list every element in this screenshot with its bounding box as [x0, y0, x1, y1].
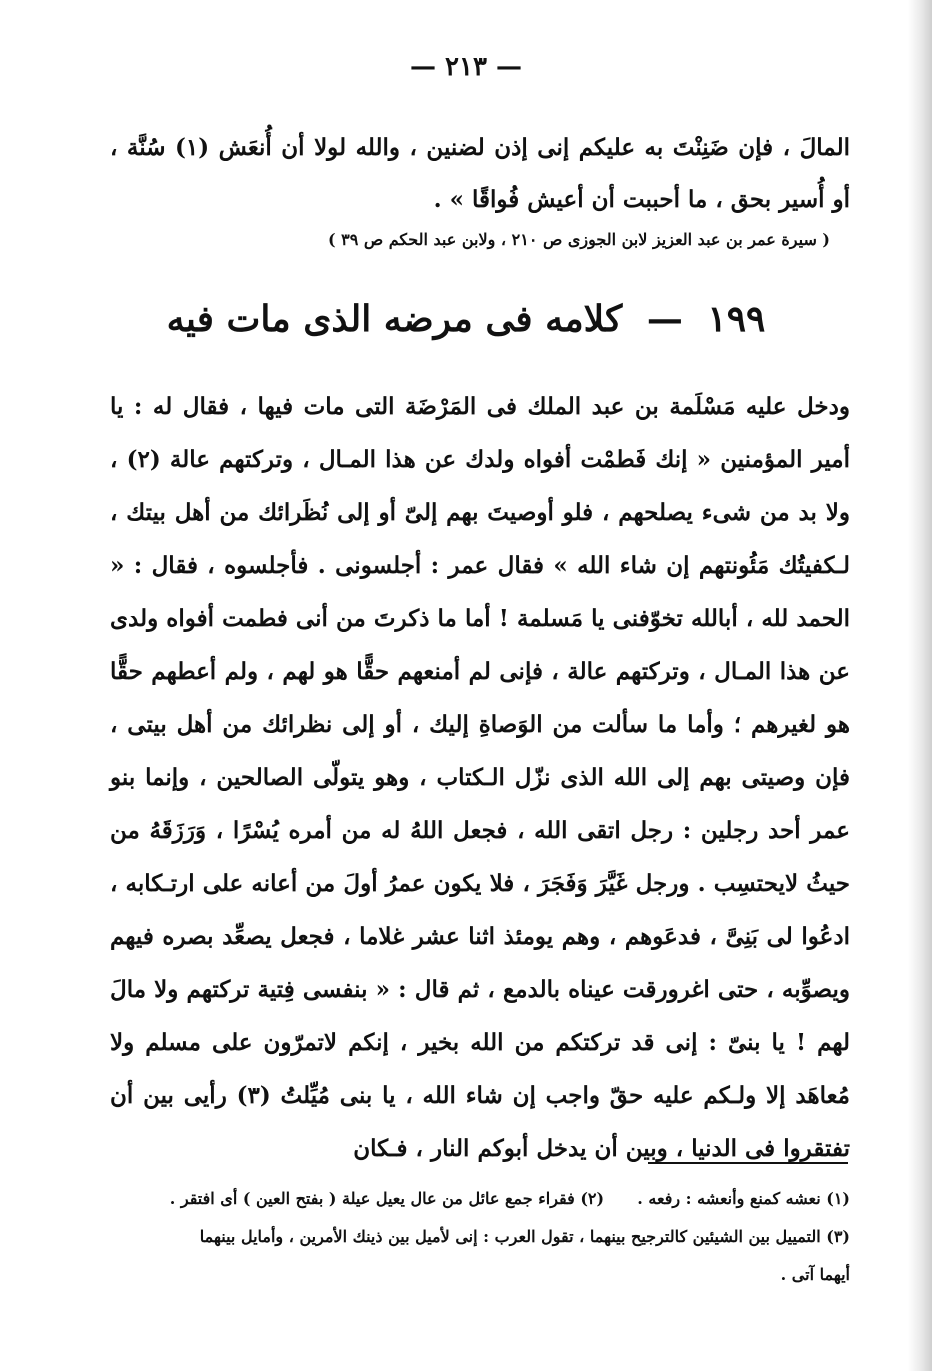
main-paragraph: ودخل عليه مَسْلَمة بن عبد الملك فى المَرْضَة التى مات فيها ، فقال له : يا أمير المؤمنين « إنك فَطمْت أفواه ولدك عن هذا المـال ، وتركتهم عالة (٢) ، ولا بد من شىء يصلحهم ، فلو أوصيتَ بهم إلىّ أو إلى نُظَرائك من أهل بيتك ، لـكفيتُك مَئُونتهم إن شاء الله » فقال عمر : أجلسونى . فأجلسوه ، فقال : « الحمد لله ، أبالله تخوّفنى يا مَسلمة ! أما ما ذكرتَ من أنى فطمت أفواه ولدى عن هذا المـال ، وتركتهم عالة ، فإنى لم أمنعهم حقًّا هو لهم ، ولم أعطهم حقًّا هو لغيرهم ؛ وأما ما سألت من الوَصاةِ إليك ، أو إلى نظرائك من أهل بيتى ، فإن وصيتى بهم إلى الله الذى نزّل الـكتاب ، وهو يتولّى الصالحين ، وإنما بنو عمر أحد رجلين : رجل اتقى الله ، فجعل اللهُ له من أمره يُسْرًا ، وَرَزَقَهُ من حيثُ لايحتسِب . ورجل غَيَّرَ وَفَجَرَ ، فلا يكون عمرُ أولَ من أعانه على ارتـكابه ، ادعُوا لى بَنِىَّ ، فدعَوهم ، وهم يومئذ اثنا عشر غلاما ، فجعل يصعِّد بصره فيهم ويصوِّبه ، حتى اغرورقت عيناه بالدمع ، ثم قال : « بنفسى فِتية تركتهم ولا مالَ لهم ! يا بنىّ : إنى قد تركتكم من الله بخير ، إنكم لاتمرّون على مسلم ولا مُعاهَد إلا ولـكم عليه حقّ واجب إن شاء الله ، يا بنى مُيِّلتُ (٣) رأيى بين أن تفتقروا فى الدنيا ، وبين أن يدخل أبوكم النار ، فـكان	[110, 393, 850, 1162]
page-number: — ٢١٣ —	[409, 52, 523, 82]
footnote-1: (١) نعشه كمنع وأنعشه : رفعه .	[637, 1189, 850, 1208]
source-citation: ( سيرة عمر بن عبد العزيز لابن الجوزى ص ٢١٠ ، ولابن عبد الحكم ص ٣٩ )	[327, 230, 830, 249]
section-dash: —	[646, 298, 683, 340]
footnote-3: (٣) التمييل بين الشيئين كالترجيح بينهما ، تقول العرب : إنى لأميل بين ذينك الأمرين ، وأمايل بينهما	[199, 1227, 850, 1246]
page-binding-shadow	[908, 0, 932, 1371]
footnote-2: (٢) فقراء جمع عائل من عال يعيل عيلة ( بفتح العين ) أى افتقر .	[169, 1189, 605, 1208]
footnote-divider	[648, 1162, 848, 1164]
footnote-row-1	[110, 1180, 850, 1218]
footnote-3-continuation: أيهما آتى .	[780, 1265, 850, 1284]
intro-paragraph: المالَ ، فإن ضَنِنْتَ به عليكم إنى إذن لضنين ، والله لولا أن أُنعَش (١) سُنَّة ، أو أُسير بحق ، ما أحببت أن أعيش فُواقًا » .	[110, 134, 850, 213]
section-number: ١٩٩	[707, 298, 766, 340]
footnotes	[110, 1180, 850, 1294]
section-title: كلامه فى مرضه الذى مات فيه	[166, 298, 623, 340]
section-heading	[0, 298, 932, 340]
